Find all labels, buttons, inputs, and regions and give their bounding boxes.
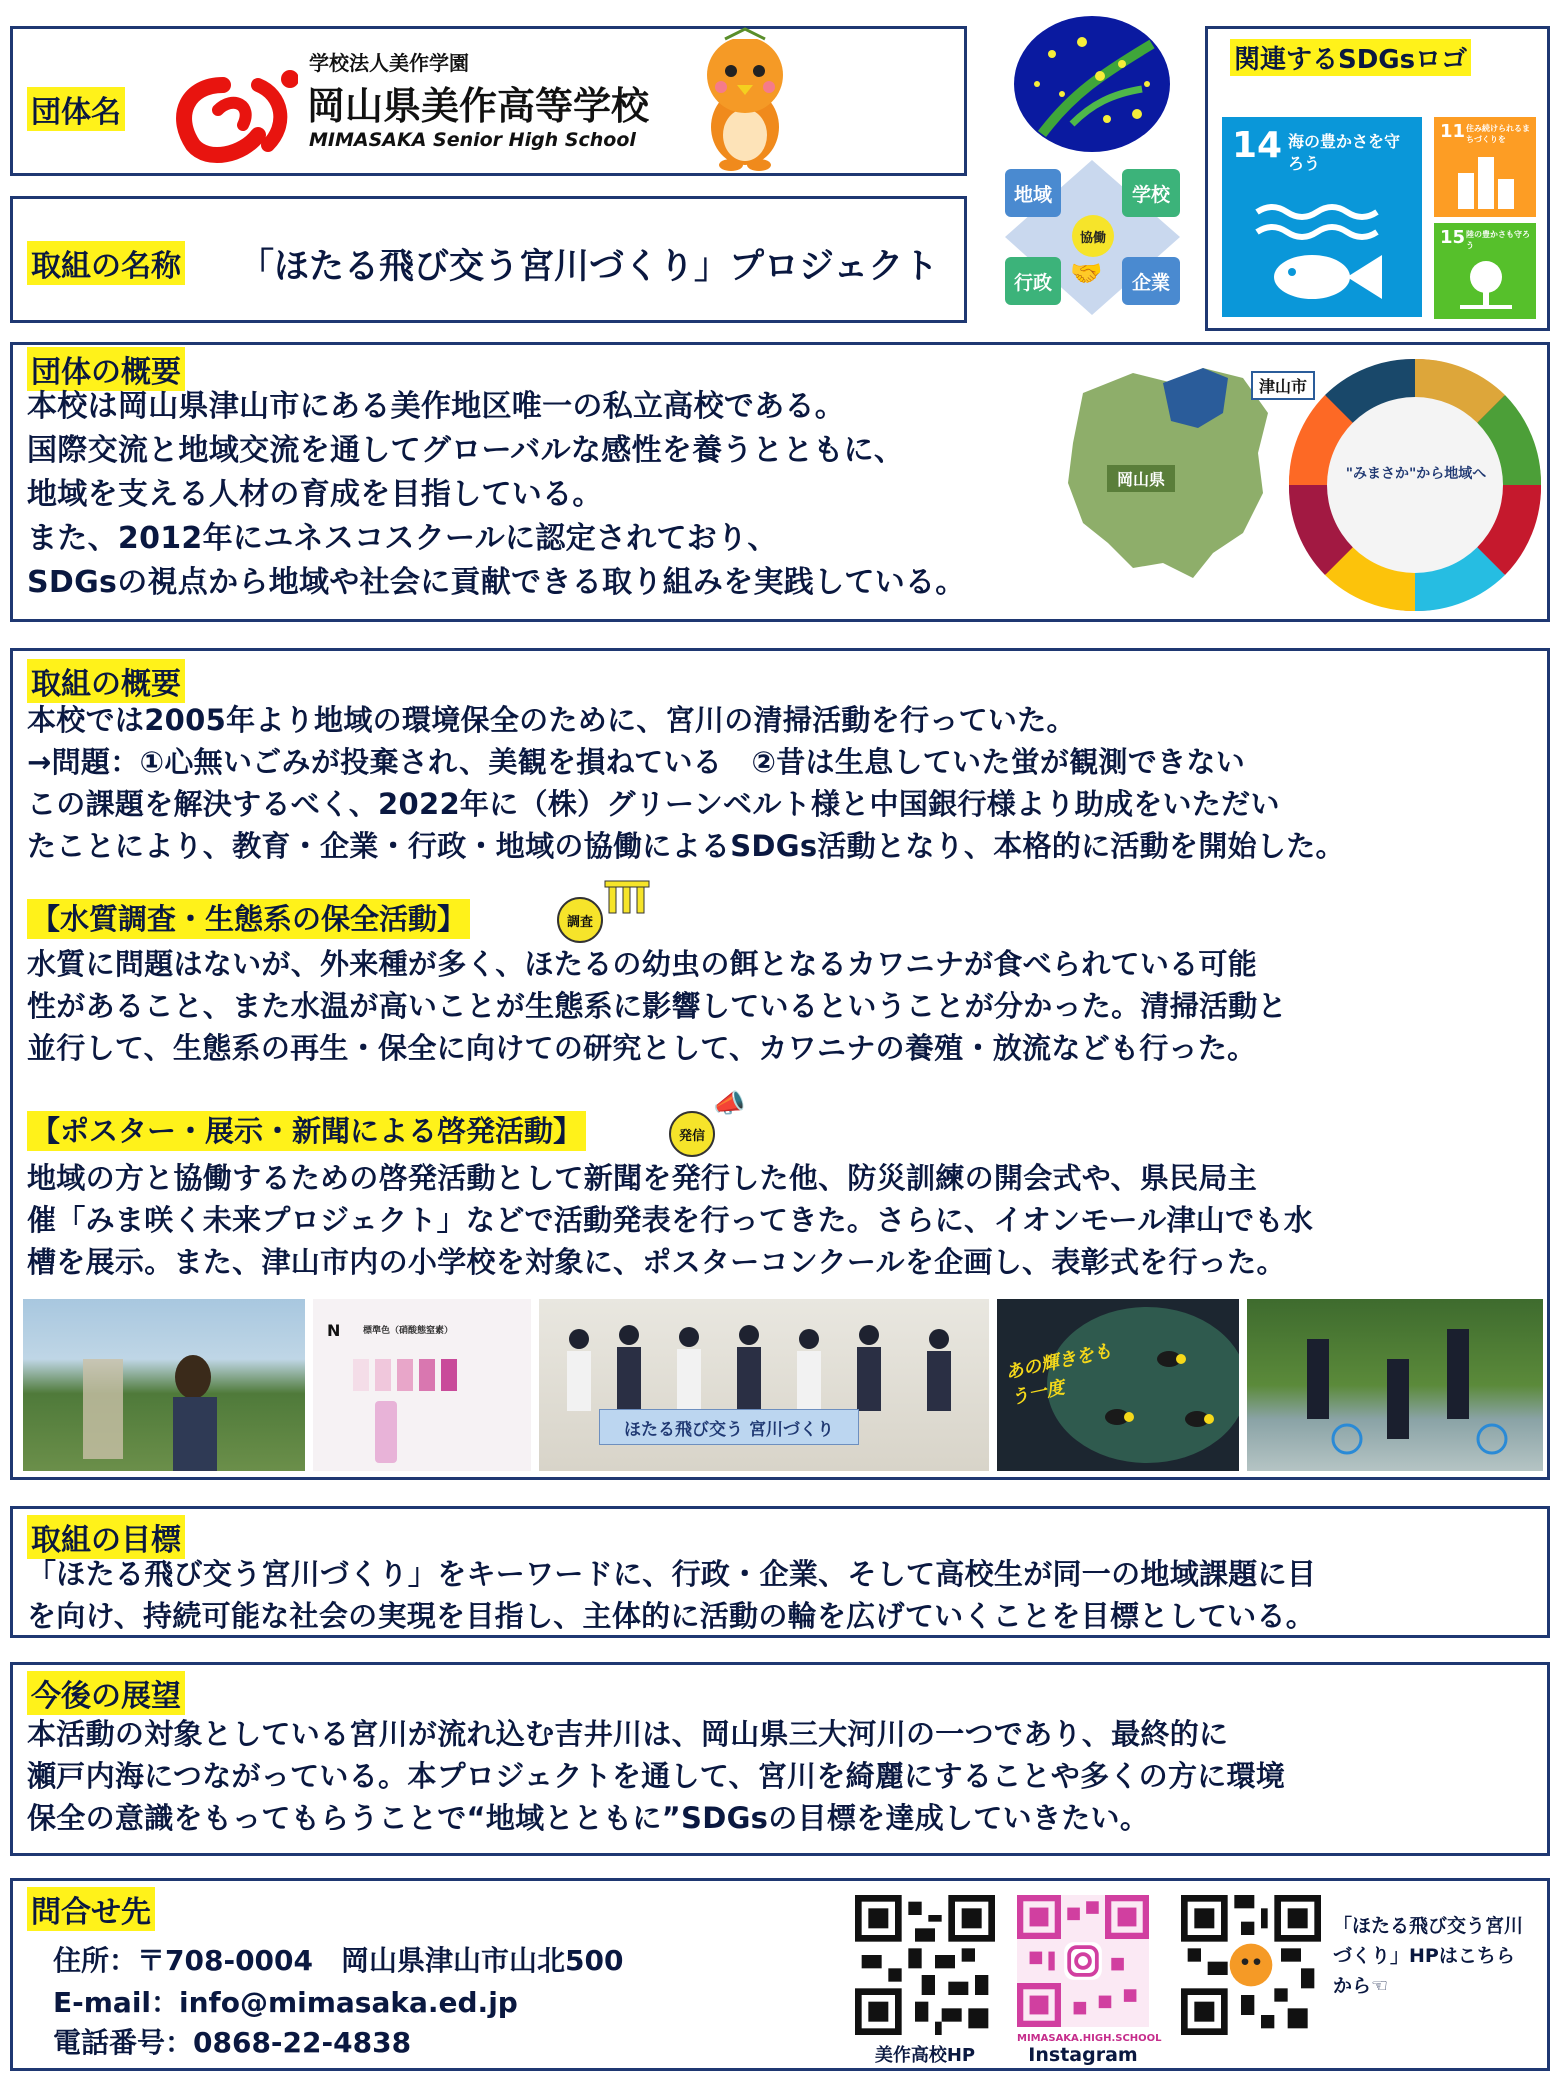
sdg15-text: 陸の豊かさも守ろう — [1466, 230, 1530, 250]
sub2-line: 催「みま咲く未来プロジェクト」などで活動発表を行ってきた。さらに、イオンモール津山でも水 — [27, 1203, 1314, 1237]
goal-line: 「ほたる飛び交う宮川づくり」をキーワードに、行政・企業、そして高校生が同一の地域課題に目 — [27, 1557, 1317, 1591]
goal-box — [10, 1506, 1550, 1638]
collab-diagram — [1000, 155, 1185, 320]
sub1-line: 性があること、また水温が高いことが生態系に影響しているということが分かった。清掃活動と — [27, 989, 1287, 1023]
activity-line: この課題を解決するべく、2022年に（株）グリーンベルト様と中国銀行様より助成をいただい — [27, 787, 1280, 821]
sdg11-tile — [1434, 117, 1536, 217]
photo-chart-title: 標準色（硝酸態窒素） — [363, 1326, 454, 1336]
photo-banner: ほたる飛び交う 宮川づくり — [599, 1409, 859, 1445]
sub1-badge: 調査 — [557, 897, 603, 943]
overview-line: また、2012年にユネスコスクールに認定されており、 — [27, 521, 778, 556]
handshake-icon: 🤝 — [1070, 259, 1103, 289]
contact-email: E-mail：info@mimasaka.ed.jp — [53, 1986, 518, 2019]
photo-firefly-poster — [997, 1299, 1239, 1471]
sdg11-number: 11 — [1440, 121, 1466, 142]
collab-item-government: 行政 — [1005, 257, 1061, 305]
future-label: 今後の展望 — [27, 1671, 185, 1715]
overview-line: SDGsの視点から地域や社会に貢献できる取り組みを実践している。 — [27, 565, 966, 600]
project-hp-qr-code[interactable] — [1181, 1895, 1321, 2035]
instagram-qr-code[interactable] — [1017, 1895, 1149, 2027]
school-hp-qr-code[interactable] — [855, 1895, 995, 2035]
contact-address: 住所：〒708-0004 岡山県津山市山北500 — [53, 1944, 624, 1977]
collab-item-school: 学校 — [1122, 169, 1180, 217]
instagram-qr-block[interactable] — [1017, 1895, 1162, 2066]
future-line: 本活動の対象としている宮川が流れ込む吉井川は、岡山県三大河川の一つであり、最終的に — [27, 1717, 1229, 1751]
collab-center: 協働 — [1072, 215, 1114, 257]
future-line: 瀬戸内海につながっている。本プロジェクトを通して、宮川を綺麗にすることや多くの方に環境 — [27, 1759, 1286, 1793]
sdg11-text: 住み続けられるまちづくりを — [1466, 124, 1530, 144]
photo-chart-n: N — [327, 1321, 341, 1340]
sub2-line: 地域の方と協働するための啓発活動として新聞を発行した他、防災訓練の開会式や、県民局主 — [27, 1161, 1258, 1195]
school-name: 岡山県美作高等学校 — [307, 84, 650, 128]
firefly-night-icon — [1012, 14, 1172, 154]
photo-poster-text: あの輝きをもう一度 — [1003, 1340, 1114, 1409]
photo-water-test — [313, 1299, 531, 1471]
activity-text — [27, 699, 1547, 867]
activity-line: たことにより、教育・企業・行政・地域の協働によるSDGs活動となり、本格的に活動を開始した。 — [27, 829, 1345, 863]
overview-line: 本校は岡山県津山市にある美作地区唯一の私立高校である。 — [27, 389, 846, 424]
future-box — [10, 1662, 1550, 1856]
overview-label: 団体の概要 — [27, 347, 185, 391]
project-title: 「ほたる飛び交う宮川づくり」プロジェクト — [239, 247, 939, 287]
mascot-icon — [685, 23, 805, 173]
sub2-title: 【ポスター・展示・新聞による啓発活動】 — [27, 1111, 586, 1151]
goal-line: を向け、持続可能な社会の実現を目指し、主体的に活動の輪を広げていくことを目標としている。 — [27, 1599, 1316, 1633]
instagram-caption: Instagram — [1028, 2044, 1138, 2066]
photo-river-survey — [1247, 1299, 1543, 1471]
map-tsuyama-label: 津山市 — [1251, 371, 1315, 400]
sdgs-label: 関連するSDGsロゴ — [1230, 39, 1471, 76]
sdg14-text: 海の豊かさを守ろう — [1288, 132, 1401, 173]
activity-label: 取組の概要 — [27, 659, 185, 703]
sdgs-wheel-icon — [1285, 355, 1545, 615]
sdg15-number: 15 — [1440, 227, 1466, 248]
sub2-text — [27, 1157, 1547, 1283]
contact-label: 問合せ先 — [27, 1887, 155, 1931]
sdg15-tile — [1434, 223, 1536, 319]
activity-line: 本校では2005年より地域の環境保全のために、宮川の清掃活動を行っていた。 — [27, 703, 1076, 737]
overview-line: 地域を支える人材の育成を目指している。 — [27, 477, 603, 512]
school-name-en: MIMASAKA Senior High School — [309, 129, 636, 151]
city-icon — [1454, 153, 1518, 211]
school-corp: 学校法人美作学園 — [309, 51, 469, 75]
photo-river-student — [23, 1299, 305, 1471]
overview-text — [27, 385, 966, 605]
future-line: 保全の意識をもってもらうことで“地域とともに”SDGsの目標を達成していきたい。 — [27, 1801, 1150, 1835]
sub2-line: 槽を展示。また、津山市内の小学校を対象に、ポスターコンクールを企画し、表彰式を行った。 — [27, 1245, 1286, 1279]
goal-text — [27, 1553, 1547, 1637]
collab-item-region: 地域 — [1005, 169, 1061, 217]
instagram-handle: MIMASAKA.HIGH.SCHOOL — [1017, 2033, 1162, 2044]
sdg14-number: 14 — [1232, 125, 1283, 166]
sub1-title: 【水質調査・生態系の保全活動】 — [27, 899, 470, 939]
photo-group — [539, 1299, 989, 1471]
school-logo-icon — [163, 55, 298, 165]
contact-phone: 電話番号：0868-22-4838 — [53, 2026, 412, 2059]
sub1-text — [27, 943, 1547, 1069]
activity-line: →問題：①心無いごみが投棄され、美観を損ねている ②昔は生息していた蛍が観測できない — [27, 745, 1246, 779]
tree-icon — [1456, 257, 1516, 313]
future-text — [27, 1713, 1547, 1839]
project-label: 取組の名称 — [27, 241, 185, 285]
activity-box — [10, 648, 1550, 1480]
fish-waves-icon — [1252, 197, 1392, 307]
sub1-line: 並行して、生態系の再生・保全に向けての研究として、カワニナの養殖・放流なども行った。 — [27, 1031, 1257, 1065]
sub1-line: 水質に問題はないが、外来種が多く、ほたるの幼虫の餌となるカワニナが食べられている可能 — [27, 947, 1258, 981]
sdg14-tile — [1222, 117, 1422, 317]
org-name-box — [10, 26, 967, 176]
sub2-badge: 発信 — [669, 1111, 715, 1157]
map-okayama-label: 岡山県 — [1107, 465, 1175, 492]
goal-label: 取組の目標 — [27, 1515, 185, 1559]
org-name-label: 団体名 — [27, 87, 125, 131]
project-hp-caption: 「ほたる飛び交う宮川づくり」HPはこちらから☜ — [1333, 1915, 1524, 1997]
wheel-center-text: "みまさか"から地域へ — [1345, 466, 1487, 482]
overview-line: 国際交流と地域交流を通してグローバルな感性を養うとともに、 — [27, 433, 905, 468]
overview-box — [10, 342, 1550, 622]
sdgs-box — [1205, 26, 1550, 331]
contact-box — [10, 1878, 1550, 2071]
project-name-box — [10, 196, 967, 323]
collab-item-business: 企業 — [1122, 257, 1180, 305]
test-tubes-icon — [603, 877, 651, 917]
megaphone-icon: 📣 — [713, 1089, 746, 1119]
school-hp-caption: 美作高校HP — [874, 2045, 976, 2066]
